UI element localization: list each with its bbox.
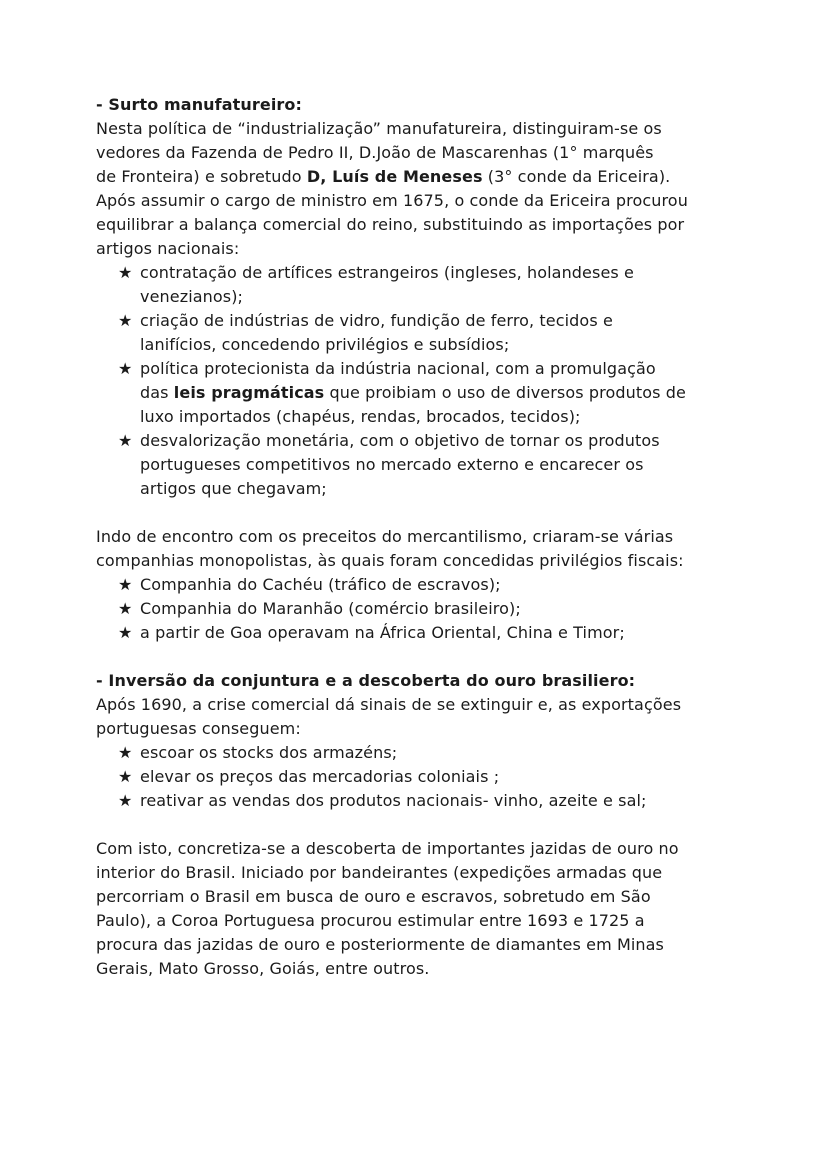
bullet-item [96,309,756,357]
bold-text-run: D, Luís de Meneses [306,167,483,186]
text-line: Após assumir o cargo de ministro em 1675, o conde da Ericeira procurou [96,191,688,210]
text-line: Paulo), a Coroa Portuguesa procurou estimular entre 1693 e 1725 a [96,911,645,930]
bullet-item [96,621,756,645]
text-line: desvalorização monetária, com o objetivo de tornar os produtos [140,431,660,450]
heading-surto-manufatureiro: - Surto manufatureiro: [96,95,302,114]
text-line: percorriam o Brasil em busca de ouro e escravos, sobretudo em São [96,887,651,906]
bullet-item [96,357,756,429]
star-bullet-icon: ★ [118,767,133,786]
text-line: Companhia do Maranhão (comércio brasileiro); [140,599,521,618]
text-line: companhias monopolistas, às quais foram concedidas privilégios fiscais: [96,551,684,570]
text-line: Após 1690, a crise comercial dá sinais de se extinguir e, as exportações [96,695,682,714]
text-line: equilibrar a balança comercial do reino, substituindo as importações por [96,215,685,234]
blank-line [96,645,756,669]
text-run: das [140,383,174,402]
text-line: artigos nacionais: [96,239,240,258]
text-line: Com isto, concretiza-se a descoberta de importantes jazidas de ouro no [96,839,679,858]
star-bullet-icon: ★ [118,623,133,642]
text-line: interior do Brasil. Iniciado por bandeirantes (expedições armadas que [96,863,663,882]
text-line: portuguesas conseguem: [96,719,301,738]
bullet-text [140,621,756,645]
bullet-item [96,261,756,309]
bullet-item [96,765,756,789]
star-bullet-icon: ★ [118,311,133,330]
text-run: (3° conde da Ericeira). [482,167,671,186]
blank-line [96,813,756,837]
notes-content [96,93,756,981]
bullet-item [96,597,756,621]
bullet-item [96,741,756,765]
bullet-item [96,573,756,597]
text-line: contratação de artífices estrangeiros (ingleses, holandeses e [140,263,634,282]
text-line [96,165,756,189]
text-line: luxo importados (chapéus, rendas, brocados, tecidos); [140,407,581,426]
star-bullet-icon: ★ [118,791,133,810]
bold-text-run: leis pragmáticas [173,383,325,402]
text-run: que proibiam o uso de diversos produtos de [324,383,686,402]
bullet-text [140,429,756,501]
text-line: vedores da Fazenda de Pedro II, D.João de Mascarenhas (1° marquês [96,143,654,162]
text-line: artigos que chegavam; [140,479,327,498]
text-line: Companhia do Cachéu (tráfico de escravos); [140,575,501,594]
star-bullet-icon: ★ [118,359,133,378]
text-line: lanifícios, concedendo privilégios e subsídios; [140,335,510,354]
text-line: Gerais, Mato Grosso, Goiás, entre outros. [96,959,430,978]
text-line: Nesta política de “industrialização” manufatureira, distinguiram-se os [96,119,662,138]
text-run: de Fronteira) e sobretudo [96,167,307,186]
text-line: reativar as vendas dos produtos nacionais- vinho, azeite e sal; [140,791,647,810]
text-line: elevar os preços das mercadorias coloniais ; [140,767,500,786]
bullet-text [140,741,756,765]
text-line: procura das jazidas de ouro e posteriormente de diamantes em Minas [96,935,664,954]
text-line: venezianos); [140,287,244,306]
bullet-text [140,789,756,813]
bullet-text [140,261,756,309]
bullet-text [140,765,756,789]
bullet-text [140,573,756,597]
text-line [140,381,756,405]
bullet-text [140,357,756,429]
blank-line [96,501,756,525]
text-line: a partir de Goa operavam na África Oriental, China e Timor; [140,623,625,642]
star-bullet-icon: ★ [118,263,133,282]
bullet-text [140,309,756,357]
star-bullet-icon: ★ [118,743,133,762]
bullet-item [96,429,756,501]
star-bullet-icon: ★ [118,575,133,594]
text-line: política protecionista da indústria nacional, com a promulgação [140,359,656,378]
star-bullet-icon: ★ [118,599,133,618]
text-line: escoar os stocks dos armazéns; [140,743,398,762]
text-line: Indo de encontro com os preceitos do mercantilismo, criaram-se várias [96,527,674,546]
star-bullet-icon: ★ [118,431,133,450]
text-line: portugueses competitivos no mercado externo e encarecer os [140,455,644,474]
heading-inversao-conjuntura: - Inversão da conjuntura e a descoberta do ouro brasiliero: [96,671,636,690]
text-line: criação de indústrias de vidro, fundição de ferro, tecidos e [140,311,613,330]
bullet-item [96,789,756,813]
bullet-text [140,597,756,621]
